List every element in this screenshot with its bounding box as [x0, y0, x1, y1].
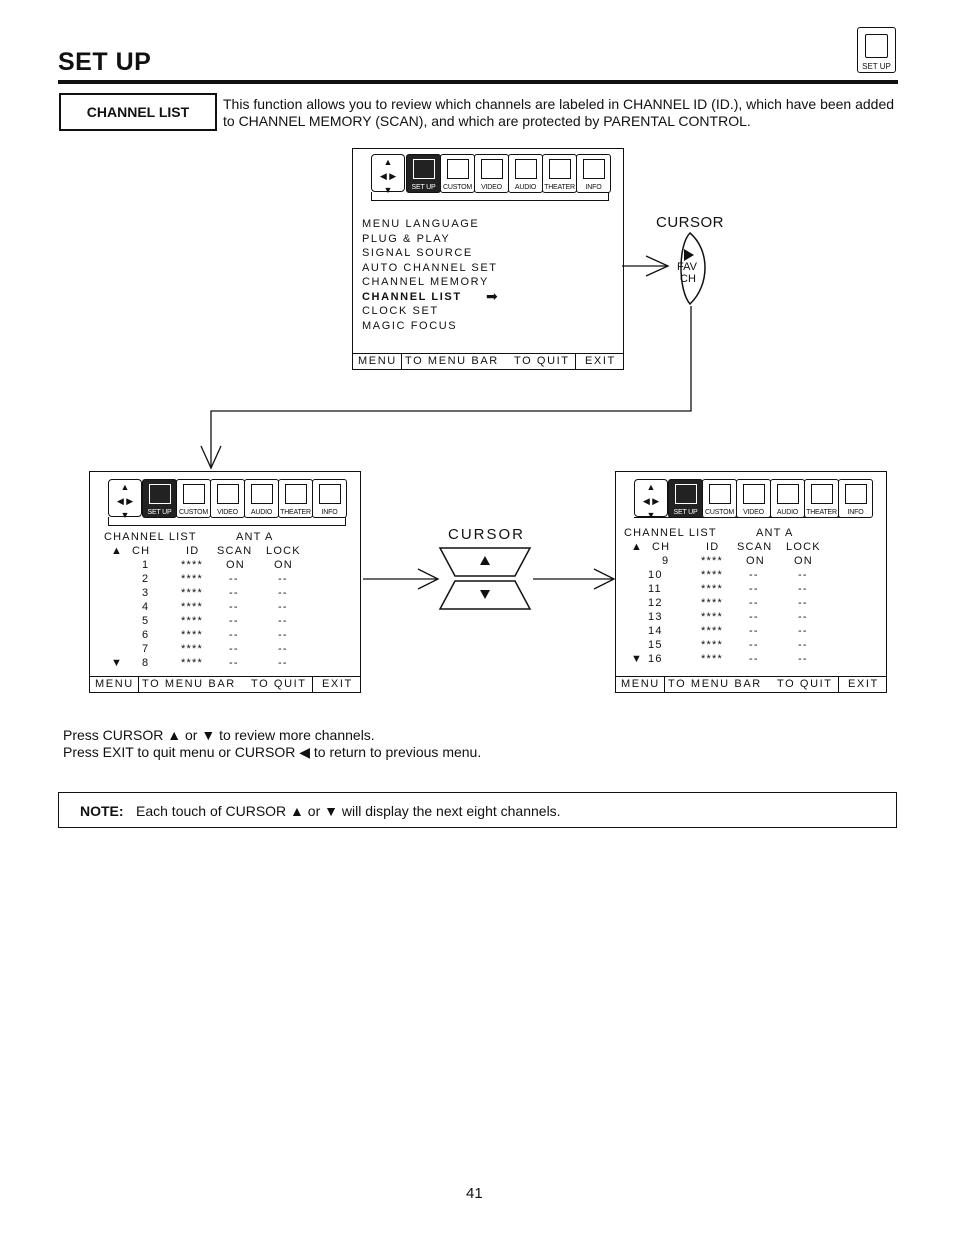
footer-exit: EXIT — [848, 678, 879, 690]
menu-item-menu-language[interactable]: MENU LANGUAGE — [362, 218, 480, 230]
row-id: **** — [181, 643, 203, 655]
tab-custom[interactable] — [176, 479, 211, 518]
row-lock: -- — [278, 601, 288, 613]
tab-label: AUDIO — [776, 509, 799, 516]
row-lock: -- — [798, 611, 808, 623]
tab-video[interactable] — [210, 479, 245, 518]
footer-to-quit: TO QUIT — [514, 355, 570, 367]
row-ch: 10 — [648, 569, 663, 581]
row-scan: -- — [229, 601, 239, 613]
tab-label: THEATER — [544, 184, 575, 191]
tab-label: THEATER — [280, 509, 311, 516]
tab-video[interactable] — [736, 479, 771, 518]
row-ch: 12 — [648, 597, 663, 609]
header-lock: LOCK — [786, 541, 821, 553]
page-title: SET UP — [58, 48, 152, 76]
nav-arrows-icon: ▲ ◀ ▶ ▼ — [108, 479, 142, 517]
row-scan: -- — [749, 625, 759, 637]
row-lock: ON — [794, 555, 813, 567]
row-id: **** — [181, 657, 203, 669]
row-ch: 13 — [648, 611, 663, 623]
row-scan: -- — [749, 611, 759, 623]
tab-label: INFO — [321, 509, 338, 516]
footer-menu: MENU — [358, 355, 397, 367]
ch-label: CH — [680, 273, 696, 285]
tab-theater[interactable] — [278, 479, 313, 518]
tab-label: SET UP — [673, 509, 698, 516]
tab-label: SET UP — [411, 184, 436, 191]
tab-label: VIDEO — [481, 184, 502, 191]
channel-list-screen-1 — [89, 471, 361, 693]
channel-list-screen-2 — [615, 471, 887, 693]
audio-icon — [251, 484, 273, 504]
list-footer — [616, 676, 886, 692]
set-up-icon — [149, 484, 171, 504]
tab-audio[interactable] — [244, 479, 279, 518]
header-scan: SCAN — [737, 541, 773, 553]
row-lock: -- — [798, 597, 808, 609]
row-id: **** — [181, 615, 203, 627]
theater-icon — [811, 484, 833, 504]
tab-label: CUSTOM — [442, 184, 472, 191]
tab-label: INFO — [847, 509, 864, 516]
row-lock: -- — [798, 639, 808, 651]
page-number: 41 — [466, 1185, 483, 1202]
setup-badge-label: SET UP — [862, 62, 891, 71]
row-id: **** — [181, 559, 203, 571]
row-lock: -- — [278, 615, 288, 627]
row-scan: -- — [229, 587, 239, 599]
tab-theater[interactable] — [804, 479, 839, 518]
row-lock: -- — [798, 583, 808, 595]
note-label: NOTE: — [80, 803, 124, 819]
custom-icon — [709, 484, 731, 504]
row-scan: -- — [749, 639, 759, 651]
tab-label: INFO — [585, 184, 602, 191]
antenna-label: ANT A — [756, 527, 794, 539]
set-up-icon — [675, 484, 697, 504]
tab-set-up[interactable] — [142, 479, 177, 518]
row-lock: -- — [278, 657, 288, 669]
row-scan: -- — [749, 597, 759, 609]
row-id: **** — [181, 587, 203, 599]
footer-to-quit: TO QUIT — [251, 678, 307, 690]
row-id: **** — [701, 653, 723, 665]
row-lock: -- — [278, 629, 288, 641]
tab-label: SET UP — [147, 509, 172, 516]
row-scan: -- — [749, 653, 759, 665]
menu-item-plug-play[interactable]: PLUG & PLAY — [362, 232, 451, 245]
row-id: **** — [181, 573, 203, 585]
row-ch: 9 — [662, 555, 670, 567]
scroll-up-icon: ▲ — [631, 541, 644, 553]
tab-label: AUDIO — [514, 184, 537, 191]
row-ch: 2 — [142, 573, 150, 585]
channel-list-title: CHANNEL LIST — [624, 527, 717, 539]
menu-item-channel-memory[interactable]: CHANNEL MEMORY — [362, 276, 489, 288]
row-ch: 6 — [142, 629, 150, 641]
menu-item-clock-set[interactable]: CLOCK SET — [362, 305, 439, 317]
tab-audio[interactable] — [770, 479, 805, 518]
theater-icon — [285, 484, 307, 504]
row-scan: -- — [749, 583, 759, 595]
row-scan: ON — [226, 559, 245, 571]
row-scan: -- — [749, 569, 759, 581]
menu-item-signal-source[interactable]: SIGNAL SOURCE — [362, 247, 473, 259]
row-id: **** — [701, 555, 723, 567]
menu-item-channel-list[interactable]: CHANNEL LIST — [362, 290, 462, 303]
row-ch: 11 — [648, 583, 662, 595]
row-scan: -- — [229, 643, 239, 655]
row-scan: -- — [229, 629, 239, 641]
row-lock: -- — [278, 573, 288, 585]
instructions — [63, 727, 481, 761]
tab-label: AUDIO — [250, 509, 273, 516]
row-id: **** — [701, 625, 723, 637]
info-icon — [845, 484, 867, 504]
footer-menu: MENU — [621, 678, 660, 690]
menu-item-auto-channel-set[interactable]: AUTO CHANNEL SET — [362, 261, 498, 274]
antenna-label: ANT A — [236, 531, 274, 543]
row-scan: -- — [229, 615, 239, 627]
audio-icon — [777, 484, 799, 504]
instruction-line-2: Press EXIT to quit menu or CURSOR ◀ to return to previous menu. — [63, 744, 482, 760]
row-id: **** — [701, 611, 723, 623]
tab-set-up[interactable] — [668, 479, 703, 518]
footer-to-quit: TO QUIT — [777, 678, 833, 690]
footer-exit: EXIT — [585, 355, 616, 367]
tab-label: CUSTOM — [178, 509, 208, 516]
row-ch: 16 — [648, 653, 663, 665]
row-id: **** — [701, 569, 723, 581]
info-icon — [319, 484, 341, 504]
row-scan: -- — [229, 657, 239, 669]
scroll-down-icon: ▼ — [631, 653, 644, 665]
footer-to-menu-bar: TO MENU BAR — [668, 678, 762, 690]
scroll-down-icon: ▼ — [111, 657, 124, 669]
video-icon — [743, 484, 765, 504]
nav-arrows-icon: ▲ ◀ ▶ ▼ — [371, 154, 405, 192]
footer-to-menu-bar: TO MENU BAR — [142, 678, 236, 690]
tab-info[interactable] — [312, 479, 347, 518]
remote-cursor-label: CURSOR — [656, 214, 725, 231]
row-ch: 14 — [648, 625, 663, 637]
instruction-line-1: Press CURSOR ▲ or ▼ to review more channels. — [63, 727, 375, 743]
tab-label: VIDEO — [217, 509, 238, 516]
row-id: **** — [181, 629, 203, 641]
cursor-updown-buttons[interactable] — [437, 545, 533, 615]
header-ch: CH — [652, 541, 671, 553]
header-id: ID — [186, 545, 200, 557]
row-id: **** — [701, 597, 723, 609]
header-scan: SCAN — [217, 545, 253, 557]
intro-text: This function allows you to review which channels are labeled in CHANNEL ID (ID.), which have been added to CHANNEL MEMORY (SCAN), and which are protected by PARENTAL CONTROL. — [223, 96, 895, 129]
header-id: ID — [706, 541, 720, 553]
row-ch: 3 — [142, 587, 150, 599]
footer-exit: EXIT — [322, 678, 353, 690]
menu-item-magic-focus[interactable]: MAGIC FOCUS — [362, 319, 458, 332]
cursor-updown-label: CURSOR — [448, 526, 526, 543]
tab-info[interactable] — [838, 479, 873, 518]
header-lock: LOCK — [266, 545, 301, 557]
tab-underline — [108, 517, 346, 526]
fav-label: FAV — [677, 261, 697, 273]
row-lock: -- — [798, 653, 808, 665]
row-ch: 15 — [648, 639, 663, 651]
row-id: **** — [701, 583, 723, 595]
row-scan: -- — [229, 573, 239, 585]
header-ch: CH — [132, 545, 151, 557]
row-ch: 8 — [142, 657, 150, 669]
row-lock: -- — [278, 587, 288, 599]
tab-label: CUSTOM — [704, 509, 734, 516]
tab-label: THEATER — [806, 509, 837, 516]
footer-menu: MENU — [95, 678, 134, 690]
footer-to-menu-bar: TO MENU BAR — [405, 355, 499, 367]
row-lock: -- — [798, 569, 808, 581]
note-box — [58, 792, 897, 828]
section-label: CHANNEL LIST — [59, 93, 217, 131]
note-text: Each touch of CURSOR ▲ or ▼ will display the next eight channels. — [136, 803, 561, 819]
row-lock: -- — [278, 643, 288, 655]
row-id: **** — [181, 601, 203, 613]
row-id: **** — [701, 639, 723, 651]
row-ch: 4 — [142, 601, 150, 613]
tab-label: VIDEO — [743, 509, 764, 516]
nav-arrows-icon: ▲ ◀ ▶ ▼ — [634, 479, 668, 517]
row-ch: 1 — [142, 559, 150, 571]
row-ch: 5 — [142, 615, 150, 627]
row-lock: -- — [798, 625, 808, 637]
video-icon — [217, 484, 239, 504]
selection-arrow-icon: ➡ — [486, 287, 500, 304]
scroll-up-icon: ▲ — [111, 545, 124, 557]
tab-underline — [634, 517, 870, 518]
row-lock: ON — [274, 559, 293, 571]
row-scan: ON — [746, 555, 765, 567]
channel-list-title: CHANNEL LIST — [104, 531, 197, 543]
tab-custom[interactable] — [702, 479, 737, 518]
row-ch: 7 — [142, 643, 150, 655]
custom-icon — [183, 484, 205, 504]
list-footer — [90, 676, 360, 692]
